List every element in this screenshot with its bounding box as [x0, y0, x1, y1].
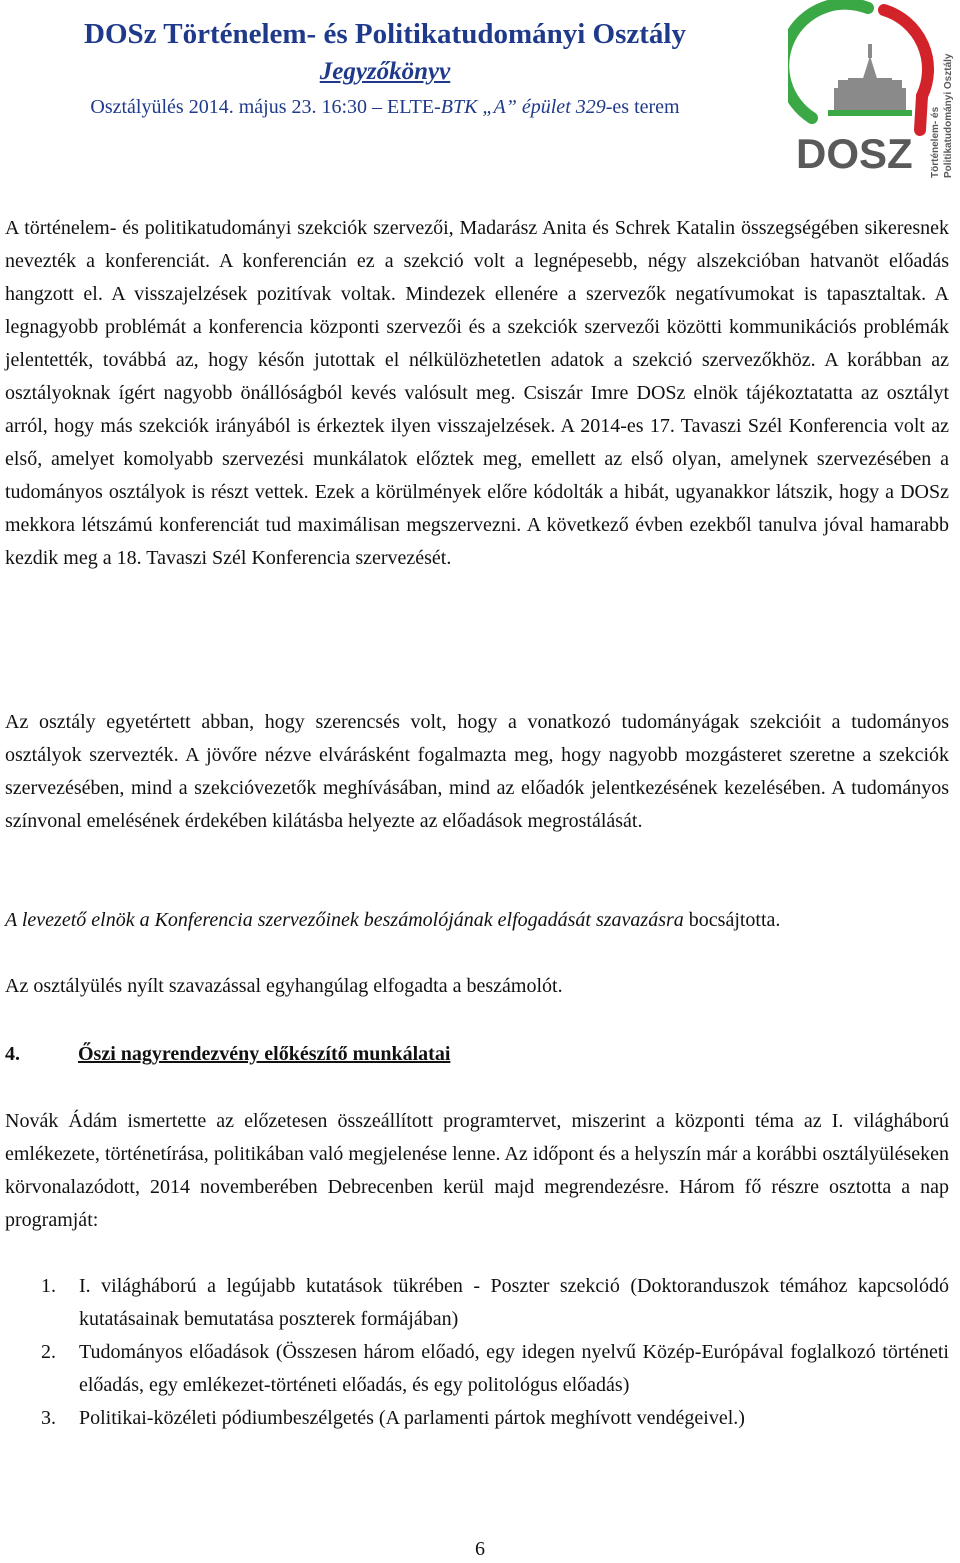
agenda-list: [5, 1270, 949, 1435]
paragraph-section-opinion: Az osztály egyetértett abban, hogy szerencsés volt, hogy a vonatkozó tudományágak szekcióit a tudományos osztályok szervezték. A jövőre nézve elvárásként fogalmazta meg, hogy nagyobb mozgásteret szeretne a szekciók szervezésében, mind a szekcióvezetők meghívásában, mind az előadók jelentkezésének kezelésében. A tudományos színvonal emelésének érdekében kilátásba helyezte az előadások megrostálását.: [5, 711, 949, 832]
agenda-item-number: 3.: [41, 1407, 56, 1429]
agenda-item: [5, 1270, 949, 1336]
agenda-item-text: Politikai-közéleti pódiumbeszélgetés (A parlamenti pártok meghívott vendégeivel.): [79, 1407, 745, 1429]
paragraph-vote-proposal: [5, 904, 949, 937]
dosz-logo-graphic: [788, 0, 956, 188]
section-heading: [5, 1038, 450, 1071]
paragraph-conference-report: A történelem- és politikatudományi szekciók szervezői, Madarász Anita és Schrek Katalin összegségében sikeresnek nevezték a konferenciát. A konferencián ez a szekció volt a legnépesebb, négy alszekcióban hatvanöt előadás hangzott el. A visszajelzések pozitívak voltak. Mindezek ellenére a szervezők negatívumokat is tapasztaltak. A legnagyobb problémát a konferencia központi szervezői és a szekciók szervezői közötti kommunikációs problémák jelentették, továbbá az, hogy későn jutottak el nélkülözhetetlen adatok a szekció szervezőkhöz. A korábban az osztályoknak ígért nagyobb önállóságból kevés valósult meg. Csiszár Imre DOSz elnök tájékoztatatta az osztályt arról, hogy más szekciók irányából is érkeztek ilyen visszajelzések. A 2014-es 17. Tavaszi Szél Konferencia volt az első, amelyet komolyabb szervezési munkálatok előztek meg, emellett az első olyan, amelynek szervezésében a tudományos osztályok is részt vettek. Ezek a körülmények előre kódolták a hibát, ugyanakkor látszik, hogy a DOSz mekkora létszámú konferenciát tud maximálisan megszervezni. A következő évben ezekből tanulva jóval hamarabb kezdik meg a 18. Tavaszi Szél Konferencia szervezését.: [5, 217, 949, 569]
paragraph-program-plan: Novák Ádám ismertette az előzetesen összeállított programtervet, miszerint a központi téma az I. világháború emlékezete, történetírása, politikában való megjelenése lenne. Az időpont és a helyszín már a korábbi osztályüléseken körvonalazódott, 2014 novemberében Debrecenben kerül majd megrendezésre. Három fő részre osztotta a nap programját:: [5, 1110, 949, 1231]
meeting-info-location: BTK „A” épület 329: [440, 96, 606, 118]
agenda-item: [5, 1402, 949, 1435]
agenda-item-number: 2.: [41, 1341, 56, 1363]
page-number: 6: [475, 1538, 485, 1560]
header-title: DOSz Történelem- és Politikatudományi Osztály: [84, 18, 686, 50]
agenda-item-text: I. világháború a legújabb kutatások tükrében - Poszter szekció (Doktoranduszok témához kapcsolódó kutatásainak bemutatása poszterek formájában): [79, 1275, 949, 1330]
meeting-info-suffix: -es terem: [605, 96, 680, 118]
agenda-item-number: 1.: [41, 1275, 56, 1297]
svg-text:Politikatudományi Osztály: Politikatudományi Osztály: [943, 53, 954, 178]
document-header: [0, 12, 770, 124]
agenda-item: [5, 1336, 949, 1402]
vote-proposal-rest: bocsájtotta.: [683, 909, 781, 931]
paragraph-vote-result: Az osztályülés nyílt szavazással egyhangúlag elfogadta a beszámolót.: [5, 975, 563, 997]
dosz-logo: [788, 0, 956, 188]
header-subtitle: Jegyzőkönyv: [319, 58, 451, 85]
meeting-info: [0, 90, 770, 124]
section-number: 4.: [5, 1043, 20, 1065]
meeting-info-prefix: Osztályülés 2014. május 23. 16:30 – ELTE-: [90, 96, 441, 118]
logo-wordmark: DOSZ: [796, 130, 913, 177]
svg-text:Történelem- és: Történelem- és: [930, 106, 941, 178]
section-title: Őszi nagyrendezvény előkészítő munkálatai: [78, 1043, 451, 1065]
vote-proposal-italic: A levezető elnök a Konferencia szervezőinek beszámolójának elfogadását szavazásra: [5, 909, 684, 931]
agenda-item-text: Tudományos előadások (Összesen három előadó, egy idegen nyelvű Közép-Európával foglalkozó történeti előadás, egy emlékezet-történeti előadás, és egy politológus előadás): [79, 1341, 949, 1396]
